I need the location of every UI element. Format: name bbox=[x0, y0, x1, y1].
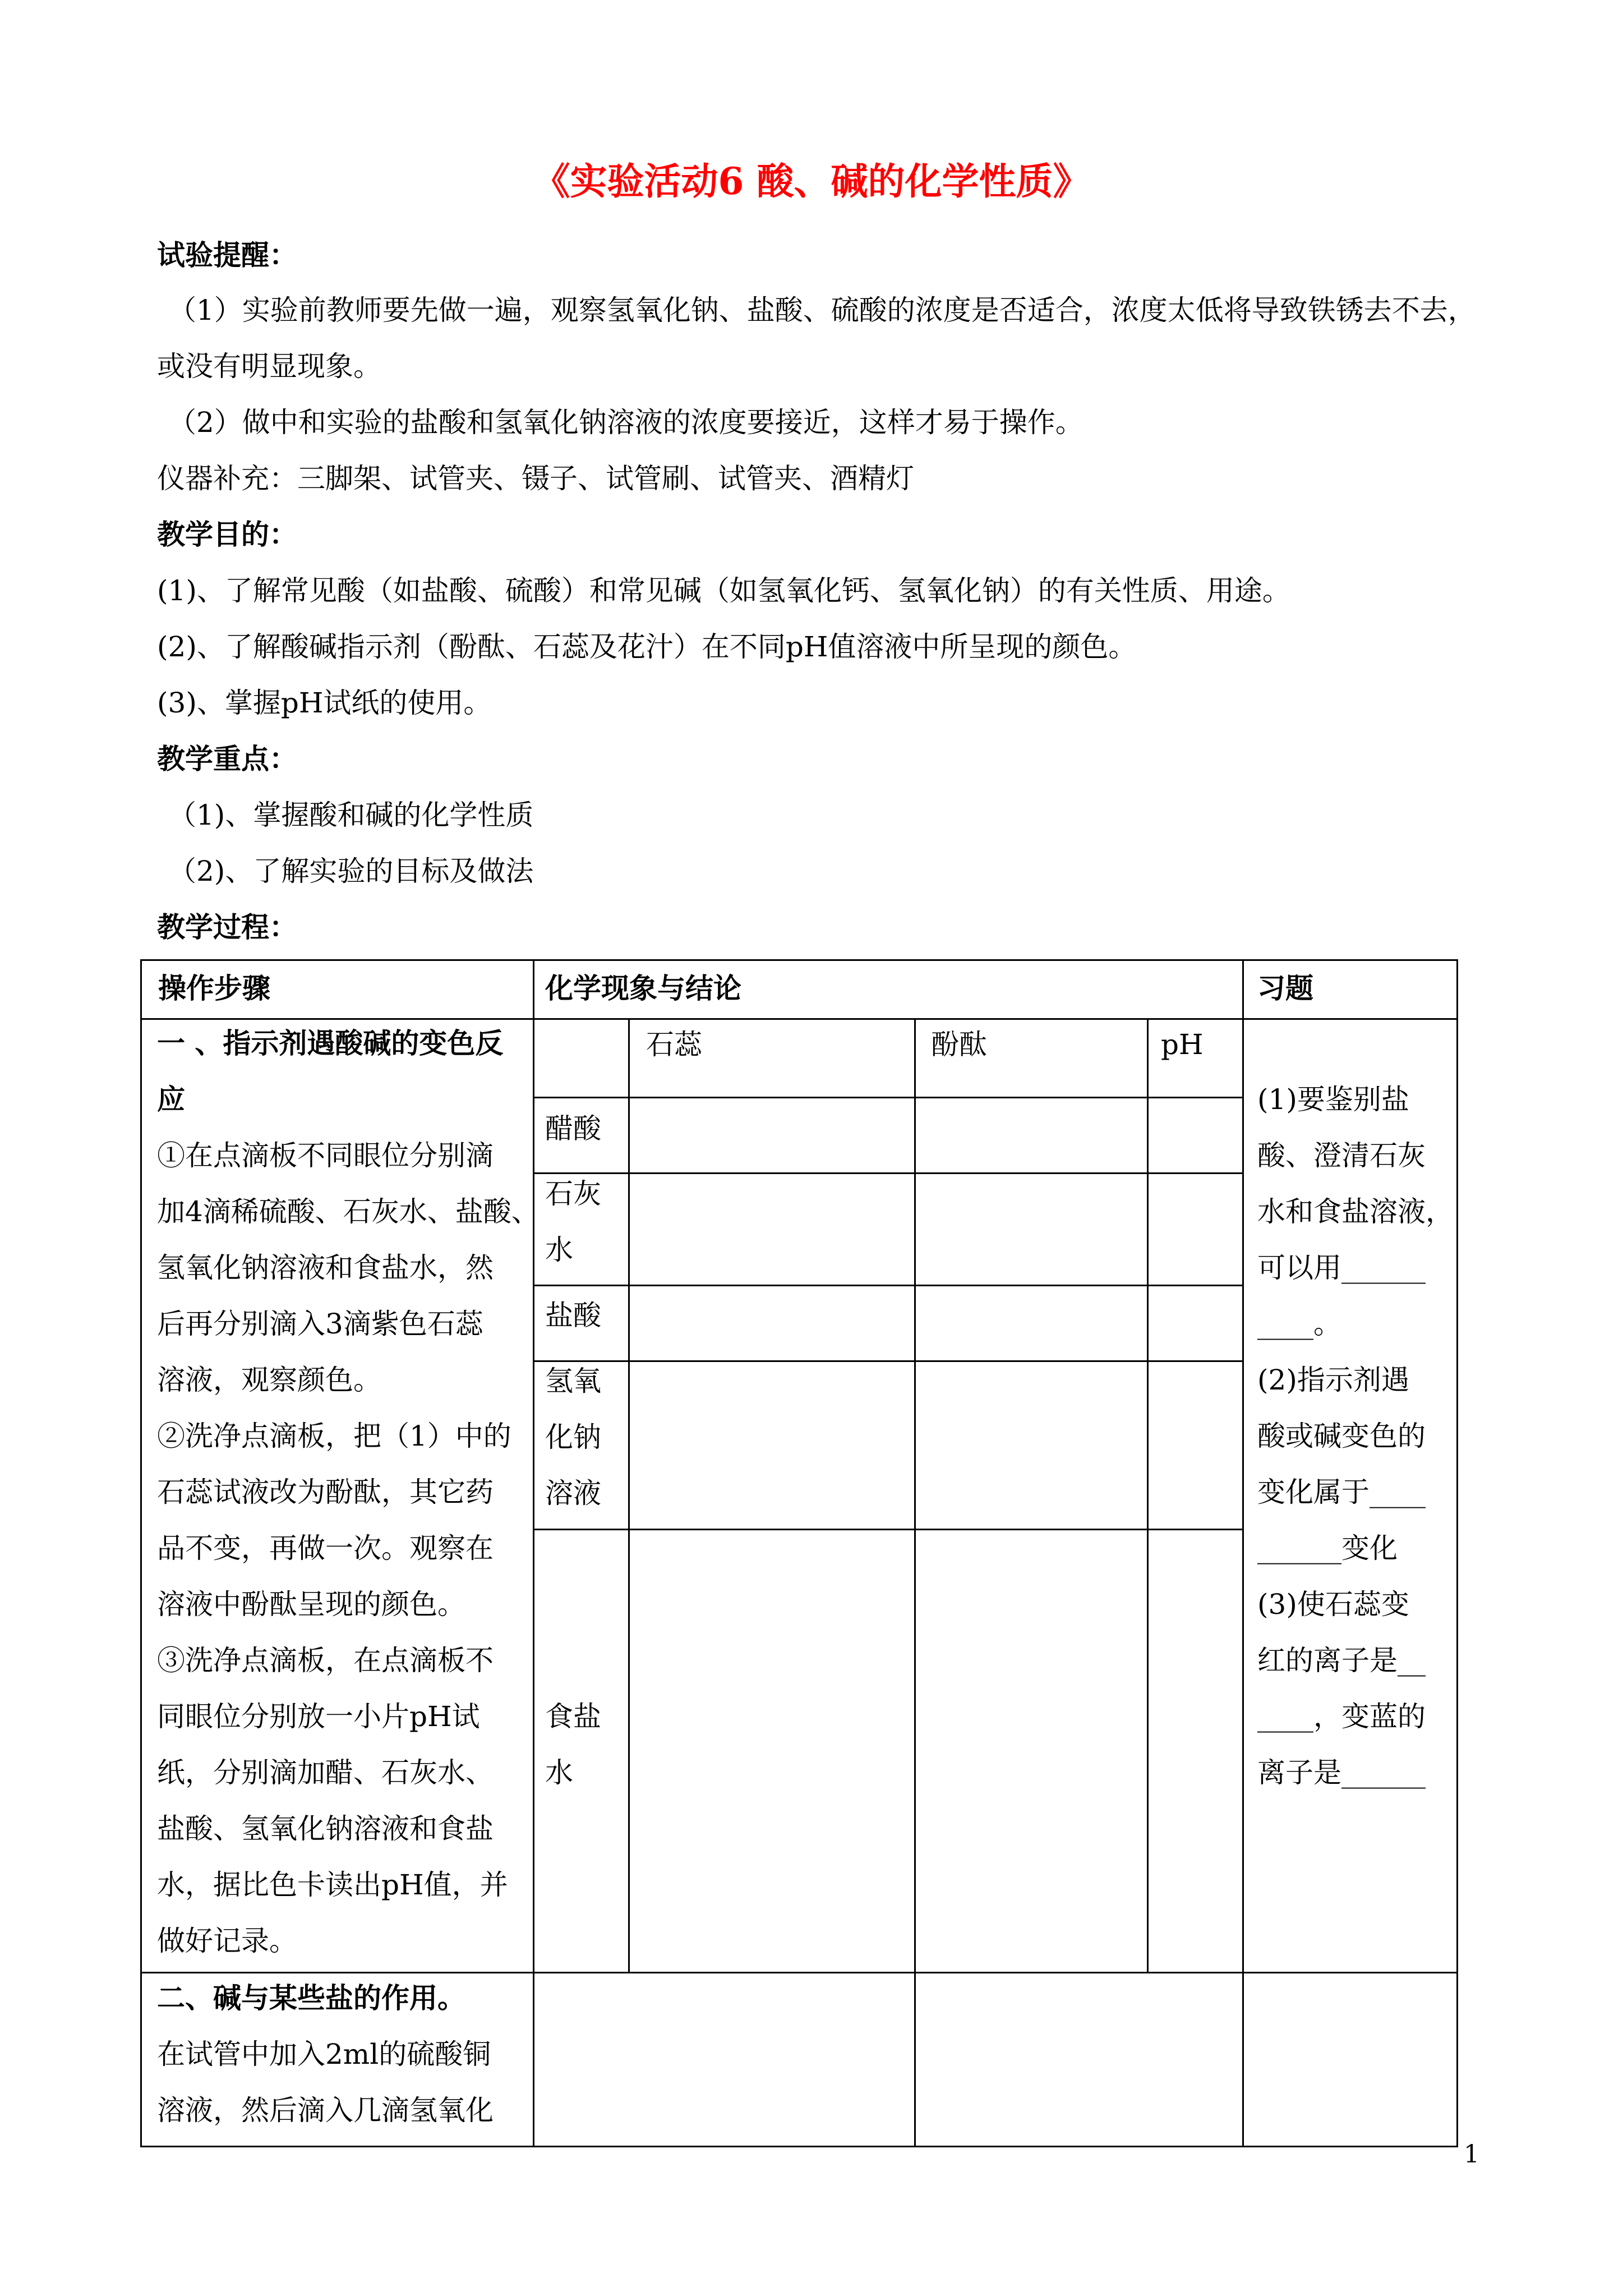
steps1-line: ③洗净点滴板，在点滴板不 bbox=[157, 1644, 494, 1677]
steps1-line: 氢氧化钠溶液和食盐水，然 bbox=[157, 1251, 494, 1284]
reminder-heading: 试验提醒： bbox=[157, 238, 297, 272]
steps1-line: 水，据比色卡读出pH值，并 bbox=[157, 1869, 508, 1901]
steps1-line: 石蕊试液改为酚酞，其它药 bbox=[157, 1476, 494, 1508]
steps1-line: 溶液中酚酞呈现的颜色。 bbox=[157, 1588, 465, 1621]
row-label-naoh: 化钠 bbox=[545, 1421, 601, 1453]
key-point-item: （1)、掌握酸和碱的化学性质 bbox=[168, 799, 534, 831]
header-steps: 操作步骤 bbox=[158, 972, 270, 1005]
steps2-line: 二、碱与某些盐的作用。 bbox=[157, 1981, 465, 2014]
exercise-line: ______变化 bbox=[1257, 1532, 1398, 1565]
exercise-line: (2)指示剂遇 bbox=[1257, 1364, 1409, 1396]
exercise-line: (3)使石蕊变 bbox=[1257, 1588, 1409, 1621]
exercise-line: 可以用______ bbox=[1257, 1251, 1426, 1284]
row-label-vinegar: 醋酸 bbox=[545, 1112, 601, 1145]
subheader-phenolphthalein: 酚酞 bbox=[931, 1028, 987, 1061]
steps1-line: 盐酸、氢氧化钠溶液和食盐 bbox=[157, 1812, 494, 1845]
header-phenomena: 化学现象与结论 bbox=[545, 972, 741, 1005]
row-label-naoh: 氢氧 bbox=[545, 1365, 601, 1397]
row-label-hcl: 盐酸 bbox=[545, 1299, 601, 1332]
key-point-item: （2)、了解实验的目标及做法 bbox=[168, 855, 534, 887]
objective-item: (2)、了解酸碱指示剂（酚酞、石蕊及花汁）在不同pH值溶液中所呈现的颜色。 bbox=[157, 631, 1137, 663]
exercise-line: 离子是______ bbox=[1257, 1756, 1426, 1789]
reminder-p2: （2）做中和实验的盐酸和氢氧化钠溶液的浓度要接近，这样才易于操作。 bbox=[168, 406, 1083, 439]
steps1-line: 后再分别滴入3滴紫色石蕊 bbox=[157, 1308, 483, 1340]
steps1-line: 加4滴稀硫酸、石灰水、盐酸、 bbox=[157, 1195, 540, 1228]
row-label-salt-water: 食盐 bbox=[545, 1700, 601, 1733]
document-title: 《实验活动6 酸、碱的化学性质》 bbox=[533, 159, 1090, 203]
subheader-litmus: 石蕊 bbox=[646, 1028, 702, 1061]
process-heading: 教学过程： bbox=[157, 910, 297, 944]
steps1-line: 同眼位分别放一小片pH试 bbox=[157, 1700, 480, 1733]
objective-item: (1)、了解常见酸（如盐酸、硫酸）和常见碱（如氢氧化钙、氢氧化钠）的有关性质、用途。 bbox=[157, 574, 1290, 607]
header-exercises: 习题 bbox=[1257, 972, 1313, 1005]
objective-item: (3)、掌握pH试纸的使用。 bbox=[157, 687, 492, 719]
steps1-line: 溶液，观察颜色。 bbox=[157, 1364, 381, 1396]
exercise-line: ____。 bbox=[1257, 1308, 1341, 1340]
steps1-line: 应 bbox=[157, 1083, 185, 1116]
row-label-salt-water: 水 bbox=[545, 1756, 573, 1789]
steps2-line: 溶液，然后滴入几滴氢氧化 bbox=[157, 2094, 494, 2127]
exercise-line: 变化属于____ bbox=[1257, 1476, 1426, 1508]
steps1-line: 纸，分别滴加醋、石灰水、 bbox=[157, 1756, 494, 1789]
reminder-p1-line2: 或没有明显现象。 bbox=[157, 350, 381, 383]
steps1-line: ②洗净点滴板，把（1）中的 bbox=[157, 1420, 511, 1452]
row-label-naoh: 溶液 bbox=[545, 1477, 601, 1510]
exercise-line: 酸、澄清石灰 bbox=[1257, 1139, 1426, 1172]
reminder-p1-line1: （1）实验前教师要先做一遍，观察氢氧化钠、盐酸、硫酸的浓度是否适合，浓度太低将导致铁锈去不去， bbox=[168, 294, 1476, 326]
steps1-line: 品不变，再做一次。观察在 bbox=[157, 1532, 494, 1565]
exercise-line: ____，变蓝的 bbox=[1257, 1700, 1426, 1733]
row-label-limewater: 水 bbox=[545, 1234, 573, 1266]
instruments-line: 仪器补充：三脚架、试管夹、镊子、试管刷、试管夹、酒精灯 bbox=[157, 462, 914, 495]
page-number: 1 bbox=[1464, 2140, 1479, 2169]
exercise-line: (1)要鉴别盐 bbox=[1257, 1083, 1409, 1116]
steps1-line: 一 、指示剂遇酸碱的变色反 bbox=[157, 1027, 504, 1060]
steps1-line: 做好记录。 bbox=[157, 1925, 297, 1957]
exercise-line: 水和食盐溶液， bbox=[1257, 1195, 1454, 1228]
exercise-line: 酸或碱变色的 bbox=[1257, 1420, 1426, 1452]
row-label-limewater: 石灰 bbox=[545, 1177, 601, 1210]
subheader-ph: pH bbox=[1161, 1028, 1204, 1061]
exercise-line: 红的离子是__ bbox=[1257, 1644, 1426, 1677]
objectives-heading: 教学目的： bbox=[157, 518, 297, 551]
steps2-line: 在试管中加入2ml的硫酸铜 bbox=[157, 2038, 491, 2070]
key-points-heading: 教学重点： bbox=[157, 742, 297, 775]
steps1-line: ①在点滴板不同眼位分别滴 bbox=[157, 1139, 494, 1172]
